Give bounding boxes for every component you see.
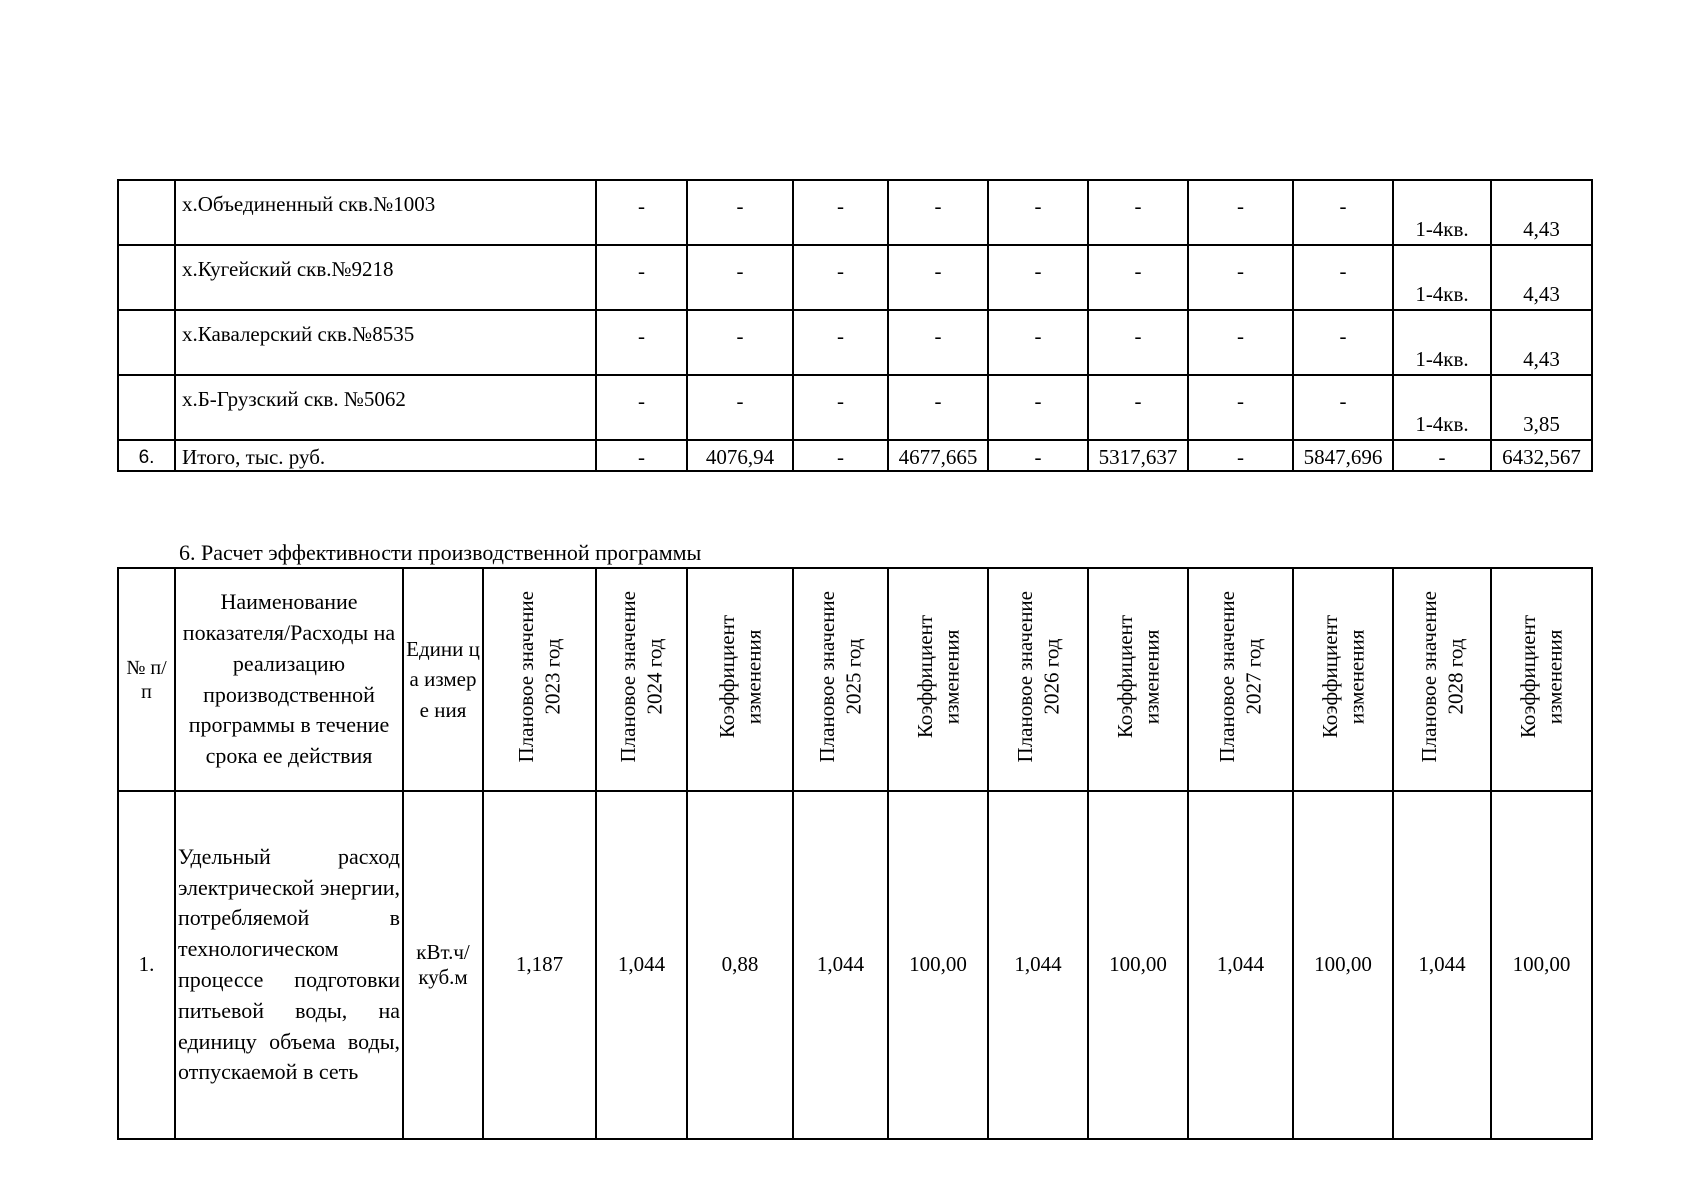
table-row: [118, 245, 1592, 310]
header-num: № п/п: [118, 568, 175, 791]
row-value: 100,00: [888, 791, 988, 1139]
row-cell: -: [888, 375, 988, 440]
row-cell: -: [988, 180, 1088, 245]
row-cell: -: [687, 245, 793, 310]
total-cell: -: [596, 440, 687, 471]
header-col: Плановое значение 2028 год: [1393, 568, 1491, 791]
row-value: 1,044: [988, 791, 1088, 1139]
row-value: 4,43: [1491, 245, 1592, 310]
row-name: х.Кугейский скв.№9218: [175, 245, 596, 310]
row-name: Удельный расход электрической энергии, потребляемой в технологическом процессе подготовки питьевой воды, на единицу объема воды, отпускаемой в сеть: [175, 791, 403, 1139]
total-cell: 5317,637: [1088, 440, 1188, 471]
table-row: [118, 180, 1592, 245]
total-cell: 6432,567: [1491, 440, 1592, 471]
row-cell: -: [793, 375, 888, 440]
resource-table: [117, 179, 1593, 472]
row-value: 100,00: [1293, 791, 1393, 1139]
total-cell: 4677,665: [888, 440, 988, 471]
table-row: [118, 375, 1592, 440]
header-unit: Едини ца измере ния: [403, 568, 483, 791]
row-value: 1,044: [1188, 791, 1293, 1139]
row-cell: -: [596, 180, 687, 245]
row-value: 4,43: [1491, 180, 1592, 245]
row-period: 1-4кв.: [1393, 180, 1491, 245]
total-name: Итого, тыс. руб.: [175, 440, 596, 471]
row-name: х.Б-Грузский скв. №5062: [175, 375, 596, 440]
row-value: 1,044: [793, 791, 888, 1139]
row-cell: -: [1188, 375, 1293, 440]
row-cell: -: [1088, 375, 1188, 440]
row-cell: -: [1188, 310, 1293, 375]
row-cell: -: [687, 180, 793, 245]
row-period: 1-4кв.: [1393, 245, 1491, 310]
row-cell: -: [1088, 245, 1188, 310]
row-cell: -: [988, 375, 1088, 440]
row-cell: -: [888, 180, 988, 245]
header-col: Плановое значение 2023 год: [483, 568, 596, 791]
header-col: Коэффициент изменения: [687, 568, 793, 791]
row-num: 1.: [118, 791, 175, 1139]
row-cell: -: [1293, 310, 1393, 375]
row-cell: -: [988, 245, 1088, 310]
row-num: [118, 245, 175, 310]
row-cell: -: [1293, 375, 1393, 440]
row-cell: -: [596, 245, 687, 310]
table-row: [118, 791, 1592, 1139]
header-row: [118, 568, 1592, 791]
header-col: Коэффициент изменения: [888, 568, 988, 791]
total-num: 6.: [118, 440, 175, 471]
header-col: Плановое значение 2025 год: [793, 568, 888, 791]
total-cell: -: [1188, 440, 1293, 471]
row-cell: -: [1088, 310, 1188, 375]
row-value: 0,88: [687, 791, 793, 1139]
total-cell: 5847,696: [1293, 440, 1393, 471]
row-value: 4,43: [1491, 310, 1592, 375]
row-value: 1,044: [596, 791, 687, 1139]
row-cell: -: [596, 310, 687, 375]
row-cell: -: [793, 245, 888, 310]
row-name: х.Кавалерский скв.№8535: [175, 310, 596, 375]
header-name: Наименование показателя/Расходы на реализацию производственной программы в течение срока ее действия: [175, 568, 403, 791]
row-cell: -: [687, 375, 793, 440]
total-cell: 4076,94: [687, 440, 793, 471]
total-row: [118, 440, 1592, 471]
row-cell: -: [988, 310, 1088, 375]
row-cell: -: [888, 245, 988, 310]
row-num: [118, 180, 175, 245]
row-cell: -: [687, 310, 793, 375]
header-col: Коэффициент изменения: [1293, 568, 1393, 791]
total-cell: -: [793, 440, 888, 471]
row-value: 100,00: [1491, 791, 1592, 1139]
row-value: 100,00: [1088, 791, 1188, 1139]
row-value: 1,044: [1393, 791, 1491, 1139]
header-col: Плановое значение 2027 год: [1188, 568, 1293, 791]
table-row: [118, 310, 1592, 375]
row-num: [118, 310, 175, 375]
row-value: 3,85: [1491, 375, 1592, 440]
row-cell: -: [793, 310, 888, 375]
row-num: [118, 375, 175, 440]
row-value: 1,187: [483, 791, 596, 1139]
header-col: Плановое значение 2026 год: [988, 568, 1088, 791]
header-col: Коэффициент изменения: [1491, 568, 1592, 791]
row-cell: -: [793, 180, 888, 245]
row-cell: -: [1188, 245, 1293, 310]
header-col: Коэффициент изменения: [1088, 568, 1188, 791]
row-period: 1-4кв.: [1393, 375, 1491, 440]
row-cell: -: [1293, 180, 1393, 245]
row-name: х.Объединенный скв.№1003: [175, 180, 596, 245]
efficiency-table: [117, 567, 1593, 1140]
row-cell: -: [1188, 180, 1293, 245]
row-cell: -: [596, 375, 687, 440]
row-cell: -: [1088, 180, 1188, 245]
section-caption: 6. Расчет эффективности производственной программы: [179, 540, 702, 565]
total-cell: -: [1393, 440, 1491, 471]
row-period: 1-4кв.: [1393, 310, 1491, 375]
row-cell: -: [1293, 245, 1393, 310]
total-cell: -: [988, 440, 1088, 471]
row-cell: -: [888, 310, 988, 375]
row-unit: кВт.ч/ куб.м: [403, 791, 483, 1139]
header-col: Плановое значение 2024 год: [596, 568, 687, 791]
